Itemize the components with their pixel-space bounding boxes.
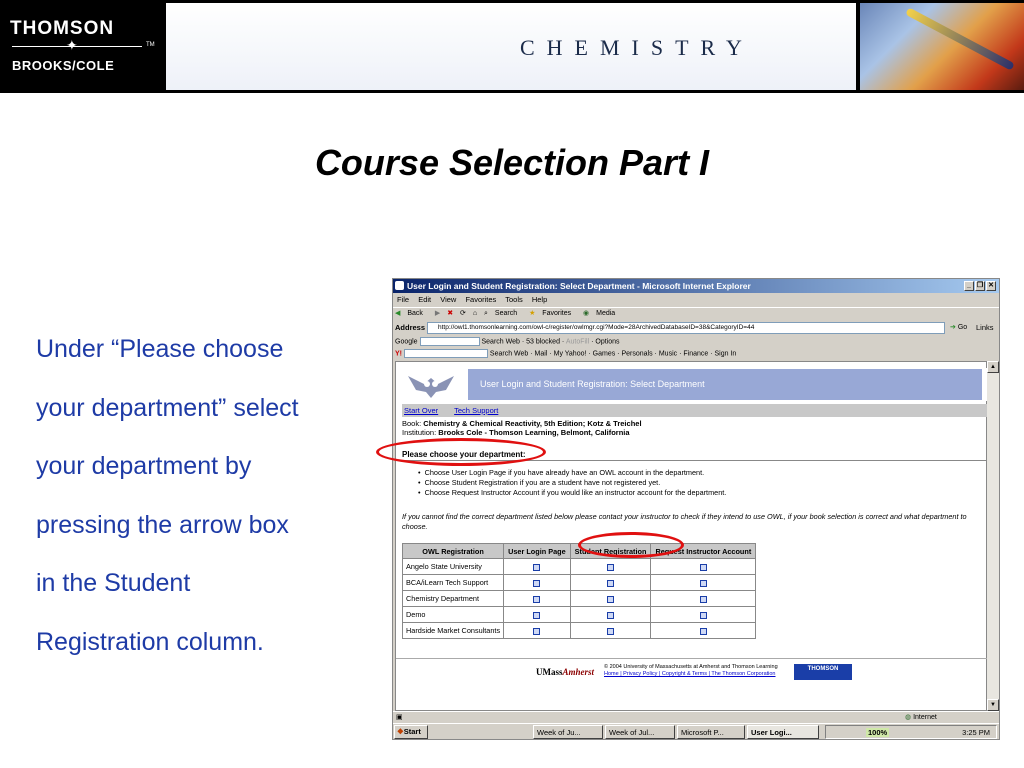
minimize-button[interactable]: _	[964, 281, 974, 291]
table-row	[403, 623, 755, 638]
scroll-up-icon[interactable]: ▲	[987, 361, 999, 373]
start-over-link[interactable]: Start Over	[404, 406, 439, 415]
owl-logo-icon	[406, 370, 456, 400]
go-arrow-icon: ➔	[950, 324, 956, 331]
google-blocked[interactable]: 53 blocked	[526, 338, 560, 346]
book-value: Chemistry & Chemical Reactivity, 5th Edition; Kotz & Treichel	[423, 419, 642, 428]
search-button[interactable]: ⌕ Search	[484, 310, 518, 317]
yahoo-search-input[interactable]	[404, 349, 488, 358]
window-title: User Login and Student Registration: Select Department - Microsoft Internet Explorer	[407, 281, 751, 291]
user-login-arrow-button[interactable]	[504, 575, 570, 590]
student-registration-arrow-button[interactable]	[571, 591, 651, 606]
help-note: If you cannot find the correct department listed below please contact your instructor to check if they intend to use OWL, if your book selection is correct and what department to choose.	[402, 512, 967, 531]
body-line: pressing the arrow box	[36, 510, 289, 539]
media-button[interactable]: ◉ Media	[583, 310, 616, 317]
request-instructor-arrow-button[interactable]	[651, 591, 755, 606]
web-page	[395, 361, 987, 711]
request-instructor-arrow-button[interactable]	[651, 559, 755, 574]
vertical-scrollbar[interactable]	[987, 361, 999, 711]
book-info	[402, 419, 642, 428]
google-autofill[interactable]: AutoFill	[565, 338, 590, 346]
department-table	[402, 543, 756, 639]
google-toolbar: Google Search Web · 53 blocked · AutoFill · Options	[395, 338, 620, 346]
address-input[interactable]: http://owl1.thomsonlearning.com/owl-c/register/owlmgr.cgi?Mode=28ArchivedDatabaseID=38&CategoryID=44	[427, 322, 945, 334]
menu-help[interactable]: Help	[531, 295, 548, 304]
forward-button[interactable]: ▶	[434, 310, 441, 317]
pen-graphic	[905, 7, 1015, 70]
department-prompt: Please choose your department:	[402, 450, 526, 459]
student-registration-arrow-button[interactable]	[571, 575, 651, 590]
yahoo-logo: Y!	[395, 350, 402, 358]
taskbar	[393, 723, 999, 740]
user-login-arrow-button[interactable]	[504, 623, 570, 638]
yahoo-games[interactable]: Games	[592, 350, 616, 358]
maximize-button[interactable]: ❐	[976, 282, 984, 289]
thomson-footer-logo: THOMSON	[794, 664, 852, 680]
list-item: • Choose User Login Page if you have already have an OWL account in the department.	[418, 468, 726, 478]
ie-title-bar	[393, 279, 999, 293]
table-row	[403, 607, 755, 622]
table-row	[403, 559, 755, 574]
yahoo-my-yahoo[interactable]: My Yahoo!	[553, 350, 587, 358]
tech-support-link[interactable]: Tech Support	[454, 406, 499, 415]
request-instructor-arrow-button[interactable]	[651, 607, 755, 622]
star-icon: ★	[529, 310, 536, 317]
body-line: in the Student	[36, 569, 191, 597]
menu-favorites[interactable]: Favorites	[465, 295, 497, 304]
browser-screenshot	[392, 278, 1000, 740]
logo-bottom-text: BROOKS/COLE	[12, 58, 115, 73]
taskbar-item-active[interactable]: User Logi...	[747, 725, 819, 739]
institution-label: Institution:	[402, 428, 437, 437]
table-row	[403, 575, 755, 590]
column-header: Student Registration	[571, 544, 651, 558]
footer-links[interactable]: Home | Privacy Policy | Copyright & Terms | The Thomson Corporation	[604, 671, 776, 677]
google-options[interactable]: Options	[595, 338, 620, 346]
highlight-ellipse-student-registration	[578, 532, 684, 558]
stop-icon[interactable]: ✖	[447, 310, 454, 317]
media-icon: ◉	[583, 310, 590, 317]
home-icon[interactable]: ⌂	[472, 310, 478, 317]
system-tray	[825, 725, 997, 739]
favorites-button[interactable]: ★ Favorites	[529, 310, 572, 317]
taskbar-item[interactable]: Microsoft P...	[677, 725, 745, 739]
back-arrow-icon: ◀	[395, 310, 401, 317]
body-line: Under “Please choose	[36, 335, 284, 363]
institution-value: Brooks Cole - Thomson Learning, Belmont, California	[438, 428, 630, 437]
status-zone: ◍ Internet	[905, 714, 937, 721]
zoom-level[interactable]: 100%	[868, 728, 888, 737]
highlight-ellipse-prompt	[376, 438, 546, 466]
ie-toolbar	[393, 307, 999, 320]
user-login-arrow-button[interactable]	[504, 607, 570, 622]
slide-title: Course Selection Part I	[314, 142, 710, 183]
umass-amherst-logo: UMassAmherst	[536, 667, 595, 677]
banner-decorative-image	[860, 3, 1024, 90]
yahoo-search-web[interactable]: Search Web	[489, 350, 529, 358]
slide-banner	[0, 0, 1024, 93]
clock: 3:25 PM	[962, 728, 990, 737]
department-name: Hardside Market Consultants	[403, 623, 503, 638]
user-login-arrow-button[interactable]	[504, 591, 570, 606]
logo-star-icon: ✦	[66, 37, 78, 53]
body-line: Registration column.	[36, 627, 264, 656]
search-icon: ⌕	[484, 310, 488, 317]
student-registration-arrow-button[interactable]	[571, 623, 651, 638]
yahoo-mail[interactable]: Mail	[534, 350, 548, 358]
table-row	[403, 591, 755, 606]
department-name: Chemistry Department	[403, 591, 503, 606]
page-nav	[402, 404, 987, 417]
back-button[interactable]: ◀ Back	[395, 310, 423, 317]
address-label: Address	[395, 323, 426, 332]
address-bar	[393, 321, 999, 335]
request-instructor-arrow-button[interactable]	[651, 575, 755, 590]
taskbar-item[interactable]: Week of Jul...	[605, 725, 675, 739]
yahoo-personals[interactable]: Personals	[621, 350, 653, 358]
instructions-list	[418, 468, 726, 498]
owl-header	[402, 368, 987, 401]
page-header-title: User Login and Student Registration: Select Department	[468, 369, 982, 400]
google-search-input[interactable]	[420, 337, 480, 346]
links-button[interactable]: Links	[976, 323, 994, 332]
request-instructor-arrow-button[interactable]	[651, 623, 755, 638]
column-header: User Login Page	[504, 544, 570, 558]
department-name: BCA/iLearn Tech Support	[403, 575, 503, 590]
globe-icon: ◍	[905, 714, 912, 721]
banner-title: CHEMISTRY	[520, 35, 754, 60]
close-button[interactable]: ✕	[986, 281, 996, 291]
start-button[interactable]: ❖Start	[394, 725, 428, 739]
column-header: OWL Registration	[403, 544, 503, 558]
logo-tm: TM	[146, 42, 155, 48]
department-name: Demo	[403, 607, 503, 622]
google-label: Google	[395, 338, 418, 346]
banner-title-panel	[166, 3, 856, 90]
taskbar-item[interactable]: Week of Ju...	[533, 725, 603, 739]
book-label: Book:	[402, 419, 422, 428]
yahoo-music[interactable]: Music	[658, 350, 678, 358]
scroll-down-icon[interactable]: ▼	[987, 699, 999, 711]
copyright-text: © 2004 University of Massachusetts at Amherst and Thomson Learning	[604, 664, 778, 670]
yahoo-sign-in[interactable]: Sign In	[714, 350, 737, 358]
user-login-arrow-button[interactable]	[504, 559, 570, 574]
body-line: your department” select	[36, 393, 299, 422]
list-item: • Choose Student Registration if you are a student have not registered yet.	[418, 478, 726, 488]
google-search-web[interactable]: Search Web	[481, 338, 520, 346]
yahoo-finance[interactable]: Finance	[683, 350, 709, 358]
menu-file[interactable]: File	[397, 295, 410, 304]
menu-edit[interactable]: Edit	[418, 295, 432, 304]
status-bar	[393, 711, 999, 723]
refresh-icon[interactable]: ⟳	[460, 310, 466, 317]
yahoo-toolbar: Y! Search Web · Mail · My Yahoo! · Games · Personals · Music · Finance · Sign In	[395, 350, 737, 358]
menu-bar	[393, 294, 999, 306]
footer-divider	[396, 658, 988, 659]
menu-view[interactable]: View	[440, 295, 457, 304]
department-name: Angelo State University	[403, 559, 503, 574]
list-item: • Choose Request Instructor Account if you would like an instructor account for the department.	[418, 488, 726, 498]
go-button[interactable]: ➔ Go	[950, 324, 968, 331]
institution-info	[402, 428, 630, 437]
page-icon: ▣	[396, 714, 403, 721]
footer-copyright	[604, 664, 778, 678]
windows-flag-icon: ❖	[397, 727, 404, 736]
menu-tools[interactable]: Tools	[505, 295, 523, 304]
body-line: your department by	[36, 452, 252, 480]
logo-top-text: THOMSON	[10, 18, 115, 39]
student-registration-arrow-button[interactable]	[571, 559, 651, 574]
student-registration-arrow-button[interactable]	[571, 607, 651, 622]
column-header: Request Instructor Account	[651, 544, 755, 558]
thomson-brooks-cole-logo	[0, 0, 162, 93]
slide-body-text	[36, 320, 396, 671]
ie-icon	[395, 281, 404, 290]
